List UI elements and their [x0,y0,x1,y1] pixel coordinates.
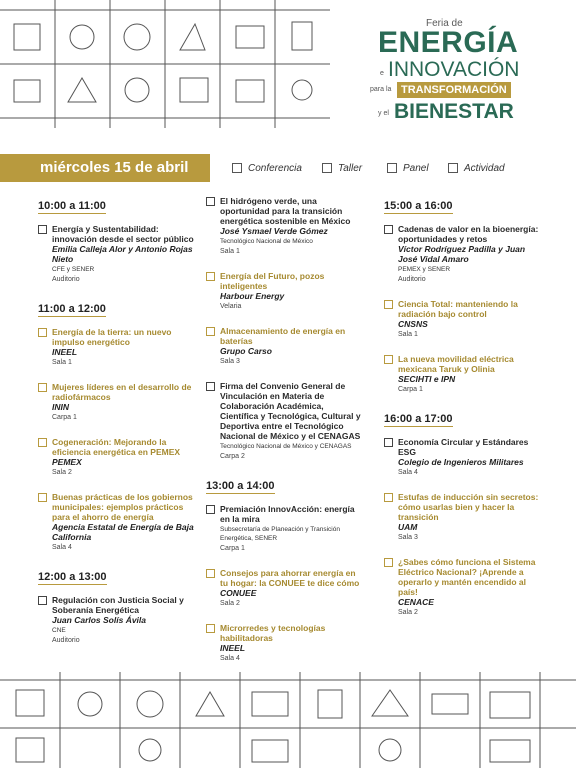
event-title: Economía Circular y Estándares ESG [398,437,529,457]
event-title: Premiación InnovAcción: energía en la mira [220,504,355,524]
event-room: Carpa 1 [220,545,245,552]
event-room: Carpa 1 [398,386,423,393]
schedule-event [206,271,364,312]
logo-prefix-e: e [380,70,384,77]
legend-label: Actividad [464,162,505,174]
event-title: La nueva movilidad eléctrica mexicana Taruk y Olinia [398,354,514,374]
schedule-event [38,327,196,368]
event-checkbox[interactable] [206,505,215,514]
event-speaker: UAM [398,522,418,532]
logo-prefix-para: para la [370,86,392,93]
event-title: Almacenamiento de energía en baterías [220,326,346,346]
event-title: Cogeneración: Mejorando la eficiencia energética en PEMEX [52,437,181,457]
time-slot-heading: 10:00 a 11:00 [38,200,106,212]
logo-line-bienestar: BIENESTAR [394,100,514,123]
event-checkbox[interactable] [206,382,215,391]
event-speaker: Agencia Estatal de Energía de Baja California [52,522,194,542]
schedule-event [384,437,544,478]
event-title: Energía de la tierra: un nuevo impulso energético [52,327,172,347]
event-title: Ciencia Total: manteniendo la radiación bajo control [398,299,518,319]
schedule-column-2 [206,196,364,678]
schedule-column-3 [384,196,544,632]
event-speaker: José Ysmael Verde Gómez [220,226,328,236]
event-title: Energía y Sustentabilidad: innovación desde el sector público [52,224,194,244]
time-slot-heading: 12:00 a 13:00 [38,571,107,583]
event-speaker: PEMEX [52,457,82,467]
event-room: Sala 2 [220,600,240,607]
logo-line-innovacion: INNOVACIÓN [388,58,520,81]
event-title: Firma del Convenio General de Vinculación en Materia de Colaboración Académica, Científica y Tecnológica, Cultural y Deportiva entre el Tecnológico Nacional de México y el CENAGAS [220,381,361,441]
event-organization: CFE y SENER [52,266,95,273]
event-checkbox[interactable] [38,383,47,392]
schedule-event [384,224,544,285]
decorative-icon-pattern-bottom [0,672,576,768]
event-speaker: SECIHTI e IPN [398,374,456,384]
event-checkbox[interactable] [38,596,47,605]
schedule-event [206,623,364,664]
event-room: Sala 4 [220,655,240,662]
legend-panel [387,160,429,176]
event-title: Buenas prácticas de los gobiernos municipales: ejemplos prácticos para el ahorro de energía [52,492,193,522]
event-organization: PEMEX y SENER [398,266,451,273]
event-speaker: INEEL [220,643,246,653]
event-organization: Subsecretaría de Planeación y Transición Energética, SENER [220,526,340,542]
event-organization: Tecnológico Nacional de México y CENAGAS [220,443,352,450]
event-speaker: INEEL [52,347,78,357]
event-organization: CNE [52,627,66,634]
event-room: Sala 1 [220,248,240,255]
event-title: Mujeres líderes en el desarrollo de radiofármacos [52,382,192,402]
event-speaker: Juan Carlos Solís Ávila [52,615,147,625]
schedule-event [384,354,544,395]
legend-label: Taller [338,162,363,174]
event-room: Velaria [220,303,242,310]
event-organization: Tecnológico Nacional de México [220,238,313,245]
event-speaker: Colegio de Ingenieros Militares [398,457,524,467]
logo-line-feria: Feria de [426,18,463,29]
schedule-event [206,568,364,609]
event-room: Sala 1 [52,359,72,366]
event-checkbox[interactable] [38,225,47,234]
logo-prefix-yel: y el [378,110,389,117]
event-checkbox[interactable] [206,272,215,281]
date-banner [0,154,210,182]
event-room: Sala 4 [52,544,72,551]
event-speaker: Harbour Energy [220,291,285,301]
event-speaker: CENACE [398,597,434,607]
event-room: Sala 2 [52,469,72,476]
event-room: Carpa 1 [52,414,77,421]
event-room: Sala 3 [398,534,418,541]
event-title: Regulación con Justicia Social y Soberanía Energética [52,595,184,615]
time-slot-heading: 16:00 a 17:00 [384,413,453,425]
time-slot-heading: 13:00 a 14:00 [206,480,275,492]
schedule-column-1 [38,196,196,660]
legend-label: Panel [403,162,429,174]
schedule-event [38,437,196,478]
event-checkbox[interactable] [206,624,215,633]
event-checkbox[interactable] [206,197,215,206]
schedule-event [206,381,364,462]
legend-conferencia [232,160,302,176]
schedule-event [206,326,364,367]
decorative-icon-pattern-top [0,0,330,128]
event-speaker: Emilia Calleja Alor y Antonio Rojas Nieto [52,244,193,264]
event-room: Auditorio [398,276,426,283]
event-checkbox[interactable] [384,355,393,364]
schedule-event [206,504,364,554]
event-checkbox[interactable] [206,327,215,336]
event-title: Estufas de inducción sin secretos: cómo usarlas bien y hacer la transición [398,492,539,522]
event-logo [360,16,570,126]
legend-checkbox [448,163,458,173]
schedule-event [384,492,544,543]
event-title: El hidrógeno verde, una oportunidad para la transición energética sostenible en México [220,196,351,226]
event-checkbox[interactable] [38,493,47,502]
event-checkbox[interactable] [38,328,47,337]
event-checkbox[interactable] [384,438,393,447]
event-title: Microrredes y tecnologías habilitadoras [220,623,326,643]
logo-line-transformacion: TRANSFORMACIÓN [397,82,511,98]
event-title: Cadenas de valor en la bioenergía: oportunidades y retos [398,224,539,244]
event-checkbox[interactable] [384,225,393,234]
event-checkbox[interactable] [206,569,215,578]
event-room: Sala 2 [398,609,418,616]
event-checkbox[interactable] [384,300,393,309]
event-speaker: Grupo Carso [220,346,272,356]
event-speaker: CONUEE [220,588,257,598]
time-slot-heading: 11:00 a 12:00 [38,303,106,315]
schedule-event [38,492,196,553]
legend-label: Conferencia [248,162,302,174]
logo-line-energia: ENERGÍA [378,26,519,59]
event-room: Sala 3 [220,358,240,365]
legend-checkbox [232,163,242,173]
event-speaker: Víctor Rodríguez Padilla y Juan José Vidal Amaro [398,244,526,264]
event-room: Sala 4 [398,469,418,476]
event-room: Auditorio [52,637,80,644]
schedule-event [38,382,196,423]
event-checkbox[interactable] [384,558,393,567]
legend-actividad [448,160,505,176]
event-checkbox[interactable] [38,438,47,447]
legend-taller [322,160,362,176]
event-room: Carpa 2 [220,453,245,460]
event-speaker: ININ [52,402,69,412]
schedule-event [38,224,196,285]
date-label: miércoles 15 de abril [40,159,189,176]
event-title: ¿Sabes cómo funciona el Sistema Eléctrico Nacional? ¡Aprende a operarlo y mantén encendido al país! [398,557,536,597]
event-title: Consejos para ahorrar energía en tu hogar: la CONUEE te dice cómo [220,568,360,588]
time-slot-heading: 15:00 a 16:00 [384,200,453,212]
event-title: Energía del Futuro, pozos inteligentes [220,271,325,291]
schedule-event [384,557,544,618]
schedule-event [384,299,544,340]
event-room: Auditorio [52,276,80,283]
schedule-event [206,196,364,257]
event-speaker: CNSNS [398,319,428,329]
event-checkbox[interactable] [384,493,393,502]
legend-checkbox [322,163,332,173]
event-room: Sala 1 [398,331,418,338]
legend-checkbox [387,163,397,173]
schedule-event [38,595,196,646]
